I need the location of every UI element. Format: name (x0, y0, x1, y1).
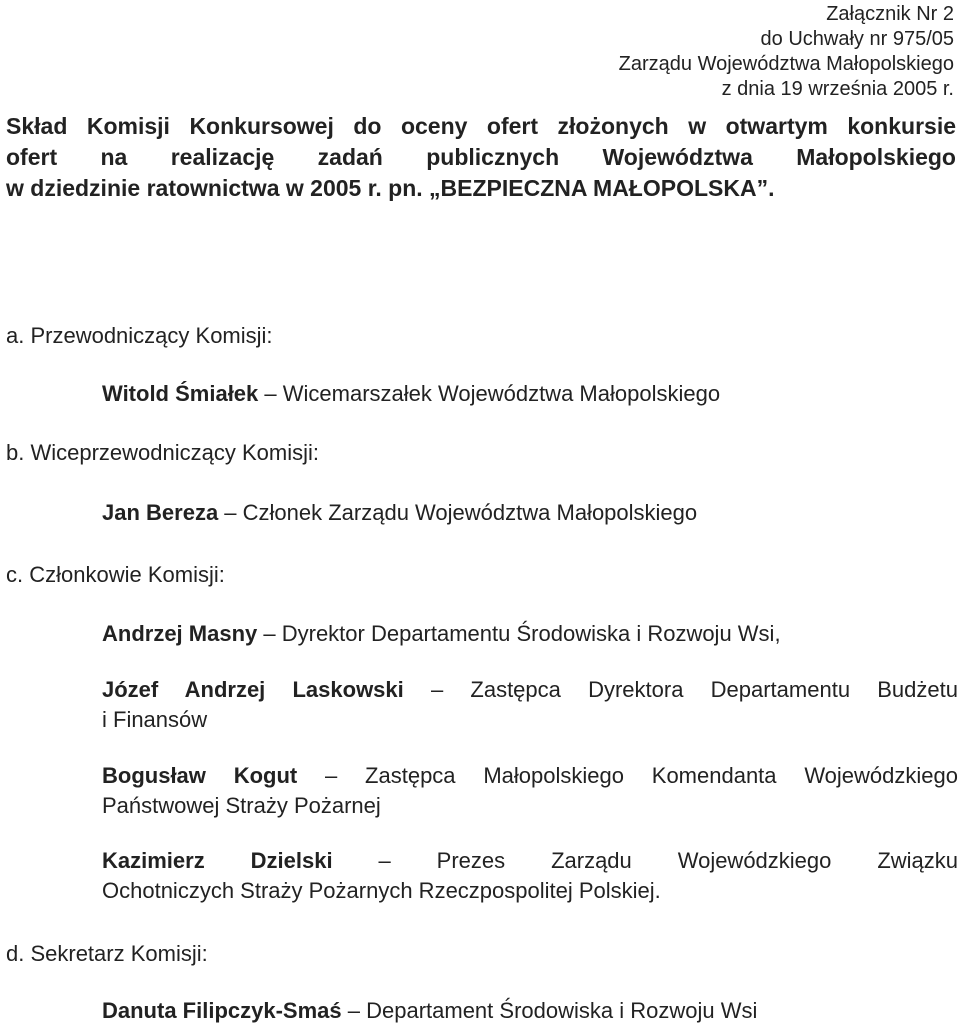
member-role: – Zastępca Dyrektora Departamentu Budżetu (403, 677, 958, 702)
member-role: – Dyrektor Departamentu Środowiska i Rozwoju Wsi, (257, 621, 781, 646)
attachment-number: Załącznik Nr 2 (826, 3, 954, 25)
member-name: Bogusław Kogut (102, 763, 298, 788)
section-d-heading: d. Sekretarz Komisji: (6, 941, 208, 966)
resolution-number: do Uchwały nr 975/05 (760, 28, 954, 50)
document-title (6, 111, 956, 204)
attachment-header (619, 2, 954, 102)
member-role: – Prezes Zarządu Wojewódzkiego Związku (332, 848, 959, 873)
resolution-date: z dnia 19 września 2005 r. (721, 78, 954, 100)
member-entry (102, 619, 958, 649)
member-role-continued: Państwowej Straży Pożarnej (102, 793, 381, 818)
secretary-role: – Departament Środowiska i Rozwoju Wsi (341, 998, 758, 1023)
chairman-name: Witold Śmiałek (102, 381, 259, 406)
vice-chairman-name: Jan Bereza (102, 500, 219, 525)
member-name: Kazimierz Dzielski (102, 848, 333, 873)
member-name: Józef Andrzej Laskowski (102, 677, 404, 702)
title-line-1: Skład Komisji Konkursowej do oceny ofert złożonych w otwartym konkursie (6, 113, 956, 139)
section-a-heading: a. Przewodniczący Komisji: (6, 323, 273, 348)
member-role-continued: i Finansów (102, 707, 208, 732)
chairman-role: – Wicemarszałek Województwa Małopolskiego (258, 381, 721, 406)
issuing-body: Zarządu Województwa Małopolskiego (618, 53, 954, 75)
section-b-heading: b. Wiceprzewodniczący Komisji: (6, 440, 319, 465)
vice-chairman-entry (102, 498, 958, 528)
member-name: Andrzej Masny (102, 621, 258, 646)
member-entry (102, 761, 958, 821)
secretary-name: Danuta Filipczyk-Smaś (102, 998, 342, 1023)
member-entry (102, 846, 958, 906)
member-entry (102, 675, 958, 735)
title-line-3: w dziedzinie ratownictwa w 2005 r. pn. „BEZPIECZNA MAŁOPOLSKA”. (6, 175, 775, 201)
member-role: – Zastępca Małopolskiego Komendanta Wojewódzkiego (297, 763, 958, 788)
member-role-continued: Ochotniczych Straży Pożarnych Rzeczpospolitej Polskiej. (102, 878, 661, 903)
section-c-heading: c. Członkowie Komisji: (6, 562, 225, 587)
title-line-2: ofert na realizację zadań publicznych Województwa Małopolskiego (6, 144, 956, 170)
vice-chairman-role: – Członek Zarządu Województwa Małopolskiego (218, 500, 698, 525)
chairman-entry (102, 379, 958, 409)
secretary-entry (102, 996, 958, 1026)
